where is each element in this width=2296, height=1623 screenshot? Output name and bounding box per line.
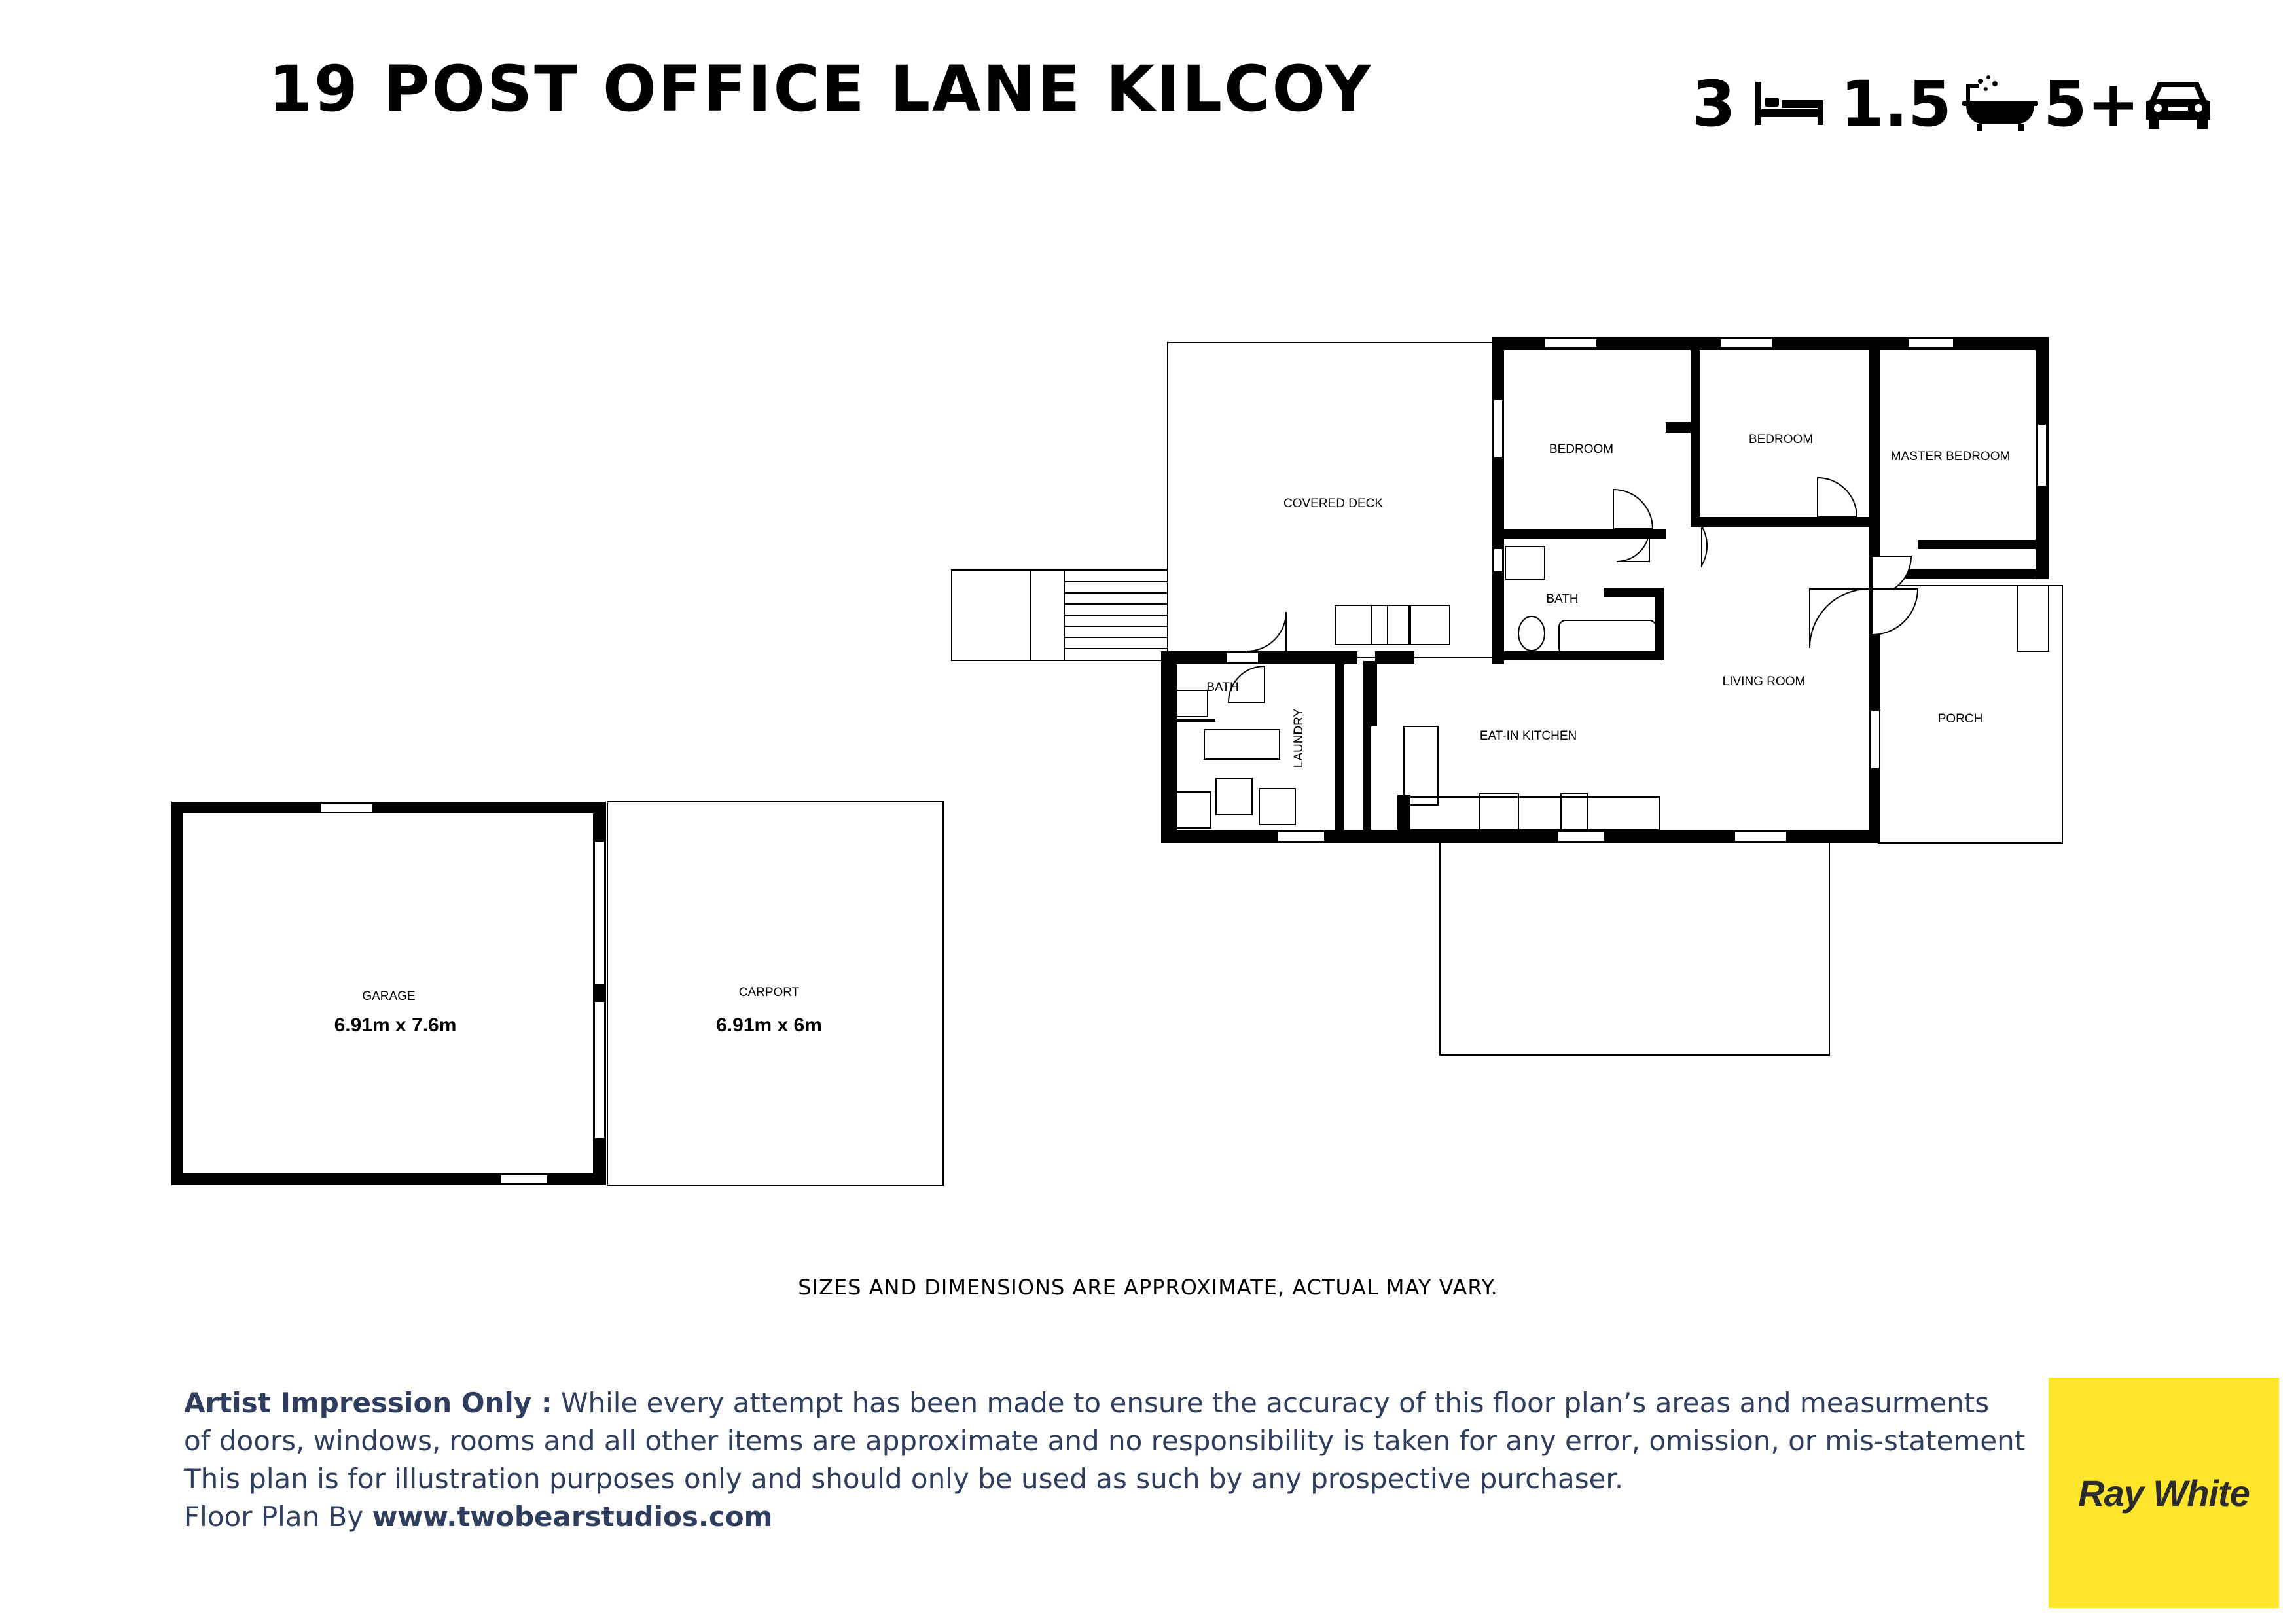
bedroom-2-label: BEDROOM [1748, 433, 1814, 446]
footer-lead: Artist Impression Only : [184, 1387, 552, 1419]
footer-credit-prefix: Floor Plan By [184, 1501, 372, 1533]
footer-line-1: While every attempt has been made to ensure the accuracy of this floor plan’s areas and measurments [552, 1387, 1990, 1419]
page-title: 19 POST OFFICE LANE KILCOY [268, 52, 1373, 126]
bath-main-label: BATH [1546, 592, 1579, 606]
studio-link[interactable]: www.twobearstudios.com [372, 1501, 773, 1533]
size-disclaimer: SIZES AND DIMENSIONS ARE APPROXIMATE, ACTUAL MAY VARY. [798, 1275, 1498, 1300]
carport-size: 6.91m x 6m [716, 1014, 822, 1036]
garage-label: GARAGE [362, 990, 416, 1003]
eat-in-kitchen-label: EAT-IN KITCHEN [1479, 729, 1577, 743]
car-space-count: 5+ [2043, 67, 2140, 141]
bedroom-1-label: BEDROOM [1549, 442, 1614, 456]
logo-text: Ray White [2078, 1472, 2250, 1514]
garage-size: 6.91m x 7.6m [334, 1014, 457, 1036]
covered-deck-label: COVERED DECK [1283, 497, 1384, 510]
deck-stairs [952, 570, 1168, 660]
footer-line-2: of doors, windows, rooms and all other items are approximate and no responsibility is taken for any error, omission, or mis-statement [184, 1425, 2026, 1457]
footer-line-3: This plan is for illustration purposes only and should only be used as such by any prospective purchaser. [184, 1463, 1624, 1495]
doors [1229, 478, 1918, 702]
porch-label: PORCH [1937, 712, 1983, 726]
carport-label: CARPORT [738, 986, 800, 999]
bathroom-count: 1.5 [1840, 67, 1952, 141]
master-bedroom-label: MASTER BEDROOM [1890, 450, 2011, 463]
fixtures [1175, 546, 1659, 830]
laundry-label: LAUNDRY [1292, 708, 1306, 768]
living-room-label: LIVING ROOM [1722, 675, 1806, 688]
footer-notice [184, 1384, 2082, 1536]
bedroom-count: 3 [1692, 67, 1736, 141]
bath-small-label: BATH [1206, 681, 1239, 694]
ray-white-logo [2049, 1378, 2279, 1608]
patio-outline [1440, 840, 1829, 1055]
